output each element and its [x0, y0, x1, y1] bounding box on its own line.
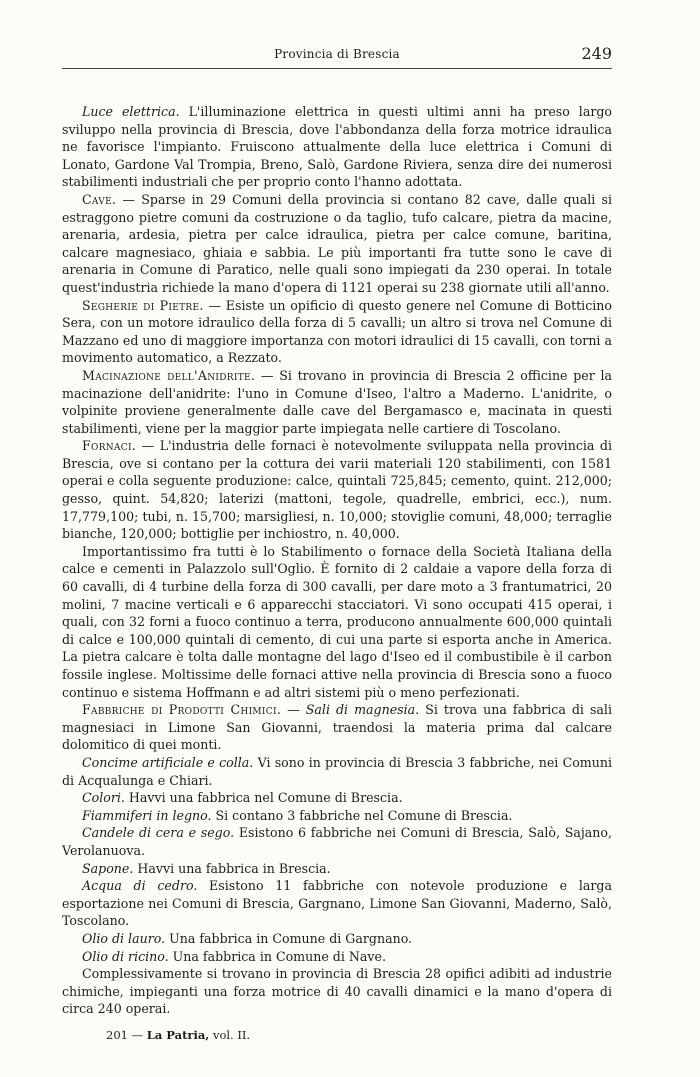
page: [62, 44, 612, 1042]
paragraph-text: Una fabbrica in Comune di Nave.: [168, 948, 386, 964]
paragraph: [62, 543, 612, 701]
paragraph-lead-secondary: Sali di magnesia.: [305, 702, 420, 718]
paragraph-text: — Sparse in 29 Comuni della provincia si contano 82 cave, dalle quali si estraggono pietre comuni da costruzione o da taglio, tufo calcare, pietra da macine, arenaria, ardesia, pietra per calce idraulica, pietra per calce comune, baritina, calcare magnesiaco, ghiaia e sabbia. Le più importanti fra tutte sono le cave di arenaria in Comune di Paratico, nelle quali sono impiegati da 230 operai. In totale quest'industria richiede la mano d'opera di 1121 operai su 238 giornate utili all'anno.: [62, 191, 612, 295]
paragraph-text: Esistono 6 fabbriche nei Comuni di Brescia, Salò, Sajano, Verolanuova.: [62, 825, 612, 858]
footer-publication: La Patria,: [146, 1027, 210, 1042]
page-number: 249: [581, 44, 612, 63]
paragraph: [62, 297, 612, 367]
paragraph-lead: Sapone.: [82, 860, 134, 876]
paragraph-text: Complessivamente si trovano in provincia di Brescia 28 opifici adibiti ad industrie chimiche, impieganti una forza motrice di 40 cavalli dinamici e la mano d'opera di circa 240 operai.: [62, 966, 612, 1017]
footer-dash: —: [131, 1027, 144, 1042]
running-head: Provincia di Brescia: [274, 47, 400, 61]
paragraph-lead: Luce elettrica.: [82, 104, 180, 119]
paragraph-lead: Olio di lauro.: [82, 930, 166, 946]
paragraph: [62, 930, 612, 948]
body-text: [62, 103, 612, 1018]
paragraph: [62, 191, 612, 297]
paragraph-text: Una fabbrica in Comune di Gargnano.: [165, 930, 413, 946]
paragraph-text: L'illuminazione elettrica in questi ultimi anni ha preso largo sviluppo nella provincia di Brescia, dove l'abbondanza della forza motrice idraulica ne favorisce l'impianto. Fruiscono attualmente della luce elettrica i Comuni di Lonato, Gardone Val Trompia, Breno, Salò, Gardone Riviera, senza dire dei numerosi stabilimenti industriali che per proprio conto l'hanno adottata.: [62, 104, 612, 190]
page-header: [62, 44, 612, 69]
paragraph-lead: Concime artificiale e colla.: [82, 754, 254, 770]
paragraph-lead: Candele di cera e sego.: [82, 825, 235, 841]
paragraph-lead: Fabbriche di Prodotti Chimici.: [82, 702, 282, 718]
paragraph-lead: Cave.: [82, 191, 117, 207]
paragraph: [62, 807, 612, 825]
paragraph-text: Si contano 3 fabbriche nel Comune di Brescia.: [211, 807, 513, 823]
paragraph-text: —: [281, 702, 306, 718]
paragraph-text: Esistono 11 fabbriche con notevole produzione e larga esportazione nei Comuni di Brescia, Gargnano, Limone San Giovanni, Maderno, Salò, Toscolano.: [62, 878, 612, 929]
paragraph: [62, 877, 612, 930]
paragraph: [62, 437, 612, 543]
paragraph: [62, 965, 612, 1018]
paragraph-text: Importantissimo fra tutti è lo Stabilimento o fornace della Società Italiana della calce e cementi in Palazzolo sull'Oglio. È fornito di 2 caldaie a vapore della forza di 60 cavalli, di 4 turbine della forza di 300 cavalli, per dare moto a 3 frantumatrici, 20 molini, 7 macine verticali e 6 apparecchi stacciatori. Vi sono occupati 415 operai, i quali, con 32 forni a fuoco continuo a terra, producono annualmente 600,000 quintali di calce e 100,000 quintali di cemento, di cui una parte si esporta anche in America. La pietra calcare è tolta dalle montagne del lago d'Iseo ed il combustibile è il carbon fossile inglese. Moltissime delle fornaci attive nella provincia di Brescia sono a fuoco continuo e sistema Hoffmann e ad altri sistemi più o meno perfezionati.: [62, 543, 612, 700]
paragraph-text: — Esiste un opificio di questo genere nel Comune di Botticino Sera, con un motore idraulico della forza di 5 cavalli; un altro si trova nel Comune di Mazzano ed uno di maggiore importanza con motori idraulici di 15 cavalli, con torni a movimento automatico, a Rezzato.: [62, 297, 612, 366]
page-footer: [62, 1028, 612, 1042]
paragraph: [62, 948, 612, 966]
paragraph-lead: Colori.: [82, 790, 125, 806]
paragraph: [62, 860, 612, 878]
paragraph-text: — L'industria delle fornaci è notevolmente sviluppata nella provincia di Brescia, ove si contano per la cottura dei varii materiali 120 stabilimenti, con 1581 operai e colla seguente produzione: calce, quintali 725,845; cemento, quint. 212,000; gesso, quint. 54,820; laterizi (mattoni, tegole, quadrelle, embrici, ecc.), num. 17,779,100; tubi, n. 15,700; marsigliesi, n. 10,000; stoviglie comuni, 48,000; terraglie bianche, 120,000; bottiglie per inchiostro, n. 40,000.: [62, 438, 612, 542]
footer-volume: vol. II.: [212, 1027, 251, 1042]
paragraph-lead: Olio di ricino.: [82, 948, 169, 964]
paragraph: [62, 367, 612, 437]
paragraph-text-secondary: Si trova una fabbrica di sali magnesiaci in Limone San Giovanni, traendosi la materia prima dal calcare dolomitico di quei monti.: [62, 702, 612, 753]
paragraph-text: Havvi una fabbrica in Brescia.: [133, 860, 331, 876]
paragraph-text: Vi sono in provincia di Brescia 3 fabbriche, nei Comuni di Acqualunga e Chiari.: [62, 754, 612, 788]
paragraph: [62, 789, 612, 807]
paragraph-text: Havvi una fabbrica nel Comune di Brescia.: [124, 790, 403, 806]
paragraph-text: — Si trovano in provincia di Brescia 2 officine per la macinazione dell'anidrite: l'uno in Comune d'Iseo, l'altro a Maderno. L'anidrite, o volpinite proviene generalmente dalle cave del Bergamasco e, macinata in questi stabilimenti, viene per la maggior parte impiegata nelle cartiere di Toscolano.: [62, 367, 612, 436]
paragraph-lead: Segherie di Pietre.: [82, 297, 204, 313]
paragraph-lead: Fornaci.: [82, 438, 137, 454]
footer-signature: 201: [106, 1027, 128, 1042]
paragraph-lead: Fiammiferi in legno.: [82, 807, 212, 823]
paragraph-lead: Acqua di cedro.: [82, 878, 198, 894]
paragraph: [62, 701, 612, 754]
paragraph: [62, 754, 612, 789]
paragraph-lead: Macinazione dell'Anidrite.: [82, 367, 256, 383]
paragraph: [62, 824, 612, 859]
paragraph: [62, 103, 612, 191]
